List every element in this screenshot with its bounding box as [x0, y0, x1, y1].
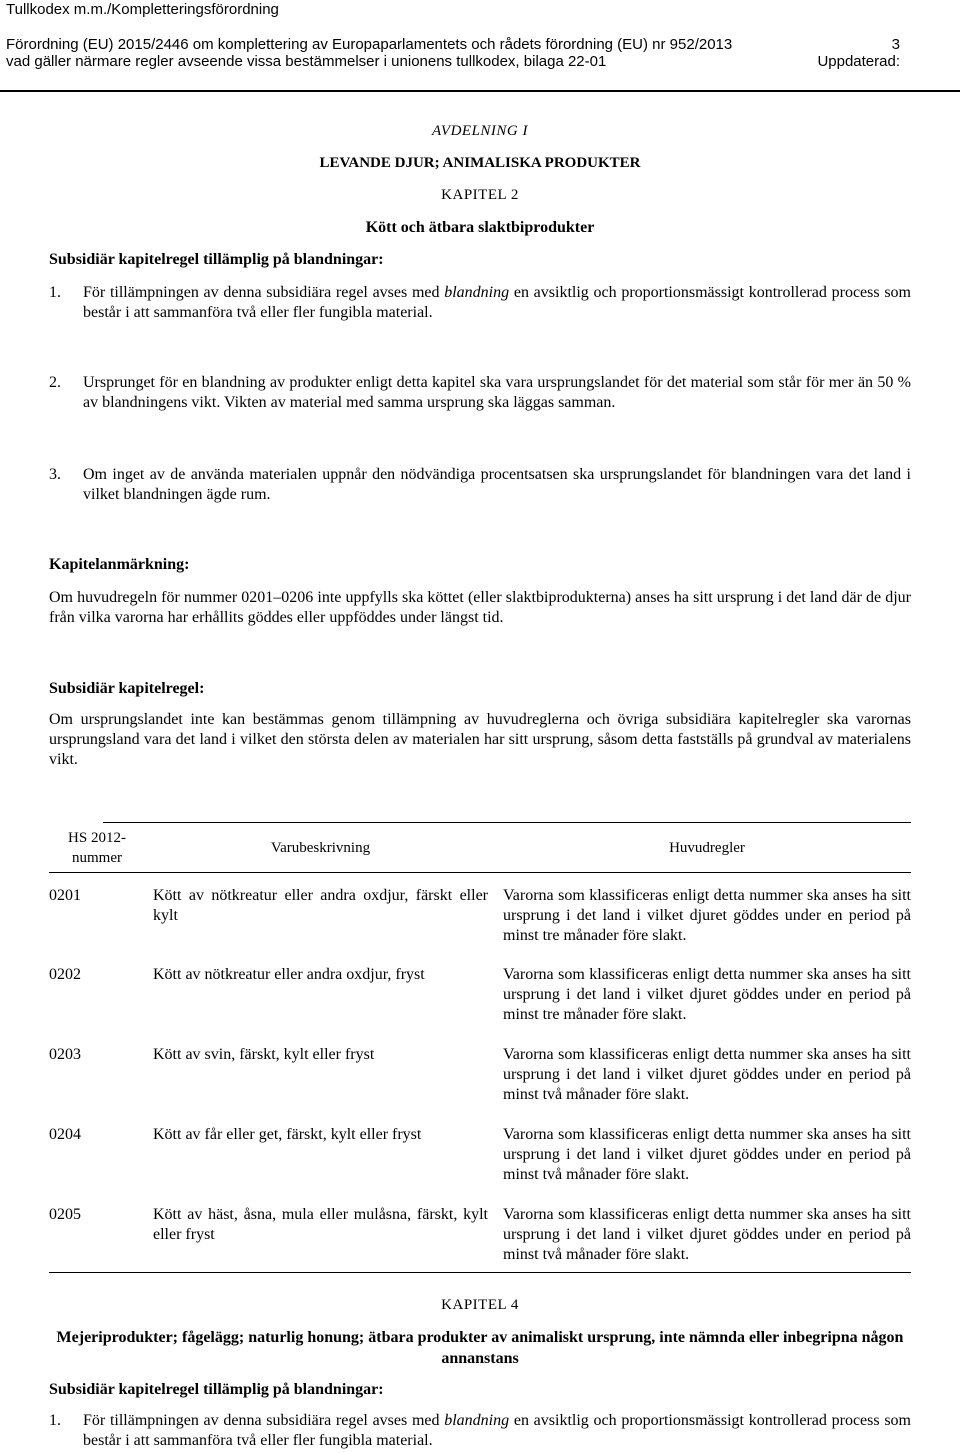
- product-description: Kött av får eller get, färskt, kylt eller fryst: [153, 1126, 422, 1143]
- section-avdelning: AVDELNING I: [432, 123, 528, 139]
- paragraph-number: 1.: [49, 284, 61, 301]
- chapter2-subheading: Subsidiär kapitelregel tillämplig på blandningar:: [49, 251, 384, 268]
- paragraph-number: 2.: [49, 374, 61, 391]
- main-rule: Varorna som klassificeras enligt detta nummer ska anses ha sitt ursprung i det land i vilket djuret göddes under en period på minst tre månader före slakt.: [503, 966, 911, 1023]
- document-title-line1: Förordning (EU) 2015/2446 om komplettering av Europaparlamentets och rådets förordning (EU) nr 952/2013: [6, 36, 733, 53]
- chapter4-label: KAPITEL 4: [441, 1297, 519, 1313]
- table-top-rule: [103, 822, 911, 823]
- chapter2-paragraph-1: [49, 283, 911, 323]
- paragraph-text: Ursprunget för en blandning av produkter enligt detta kapitel ska vara ursprungslandet för det material som står för mer än 50 % av blandningens vikt. Vikten av material med samma ursprung ska läggas samman.: [83, 374, 911, 411]
- main-rule: Varorna som klassificeras enligt detta nummer ska anses ha sitt ursprung i det land i vilket djuret göddes under en period på minst två månader före slakt.: [503, 1126, 911, 1183]
- hs-code: 0204: [49, 1126, 81, 1143]
- breadcrumb: Tullkodex m.m./Kompletteringsförordning: [6, 1, 279, 18]
- table-header-hs-number: HS 2012-nummer: [68, 830, 126, 866]
- page-number: 3: [891, 36, 900, 53]
- product-description: Kött av nötkreatur eller andra oxdjur, fryst: [153, 966, 425, 983]
- table-header-main-rules: Huvudregler: [669, 840, 745, 856]
- table-header-rule: [49, 872, 911, 873]
- paragraph-text: För tillämpningen av denna subsidiära regel avses med: [83, 1412, 445, 1429]
- term-blandning: blandning: [444, 284, 510, 301]
- main-rule: Varorna som klassificeras enligt detta nummer ska anses ha sitt ursprung i det land i vilket djuret göddes under en period på minst två månader före slakt.: [503, 1046, 911, 1103]
- chapter-note-heading: Kapitelanmärkning:: [49, 556, 190, 573]
- hs-code: 0203: [49, 1046, 81, 1063]
- hs-code: 0205: [49, 1206, 81, 1223]
- residual-rule-heading: Subsidiär kapitelregel:: [49, 680, 205, 697]
- paragraph-text: en avsiktlig och proportionsmässigt kontrollerad process som består i att sammanföra två eller fler fungibla material.: [83, 284, 911, 321]
- chapter-note-text: Om huvudregeln för nummer 0201–0206 inte uppfylls ska köttet (eller slaktbiprodukterna) anses ha sitt ursprung i det land där de djur från vilka varorna har erhållits göddes eller uppföddes under längst tid.: [49, 589, 911, 626]
- chapter2-label: KAPITEL 2: [441, 187, 519, 203]
- product-description: Kött av nötkreatur eller andra oxdjur, färskt eller kylt: [153, 887, 488, 924]
- chapter4-title: Mejeriprodukter; fågelägg; naturlig honung; ätbara produkter av animaliskt ursprung, inte nämnda eller inbegripna någon annanstans: [56, 1329, 904, 1367]
- table-bottom-rule: [49, 1272, 911, 1273]
- residual-rule-text: Om ursprungslandet inte kan bestämmas genom tillämpning av huvudreglerna och övriga subsidiära kapitelregler ska varornas ursprungsland vara det land i vilket den största delen av materialen har sitt ursprung, såsom detta fastställs på grundval av materialens vikt.: [49, 711, 911, 768]
- chapter2-paragraph-3: [49, 465, 911, 505]
- document-title-line2: vad gäller närmare regler avseende vissa bestämmelser i unionens tullkodex, bilaga 22-01: [6, 53, 607, 70]
- paragraph-text: För tillämpningen av denna subsidiära regel avses med: [83, 284, 445, 301]
- term-blandning: blandning: [444, 1412, 510, 1429]
- table-header-description: Varubeskrivning: [270, 840, 371, 856]
- document-title-bar: [0, 36, 960, 92]
- product-description: Kött av häst, åsna, mula eller mulåsna, färskt, kylt eller fryst: [153, 1206, 488, 1243]
- main-rule: Varorna som klassificeras enligt detta nummer ska anses ha sitt ursprung i det land i vilket djuret göddes under en period på minst tre månader före slakt.: [503, 887, 911, 944]
- section-title: LEVANDE DJUR; ANIMALISKA PRODUKTER: [319, 155, 641, 171]
- chapter2-paragraph-2: [49, 373, 911, 413]
- paragraph-number: 3.: [49, 466, 61, 483]
- updated-label: Uppdaterad:: [817, 53, 900, 70]
- chapter2-title: Kött och ätbara slaktbiprodukter: [365, 219, 595, 236]
- chapter4-paragraph-1: [49, 1411, 911, 1451]
- main-rule: Varorna som klassificeras enligt detta nummer ska anses ha sitt ursprung i det land i vilket djuret göddes under en period på minst två månader före slakt.: [503, 1206, 911, 1263]
- paragraph-text: en avsiktlig och proportionsmässigt kontrollerad process som består i att sammanföra två eller fler fungibla material.: [83, 1412, 911, 1449]
- paragraph-text: Om inget av de använda materialen uppnår den nödvändiga procentsatsen ska ursprungslandet för blandningen vara det land i vilket blandningen ägde rum.: [83, 466, 911, 503]
- hs-code: 0201: [49, 887, 81, 904]
- hs-code: 0202: [49, 966, 81, 983]
- chapter4-subheading: Subsidiär kapitelregel tillämplig på blandningar:: [49, 1381, 384, 1398]
- product-description: Kött av svin, färskt, kylt eller fryst: [153, 1046, 375, 1063]
- paragraph-number: 1.: [49, 1412, 61, 1429]
